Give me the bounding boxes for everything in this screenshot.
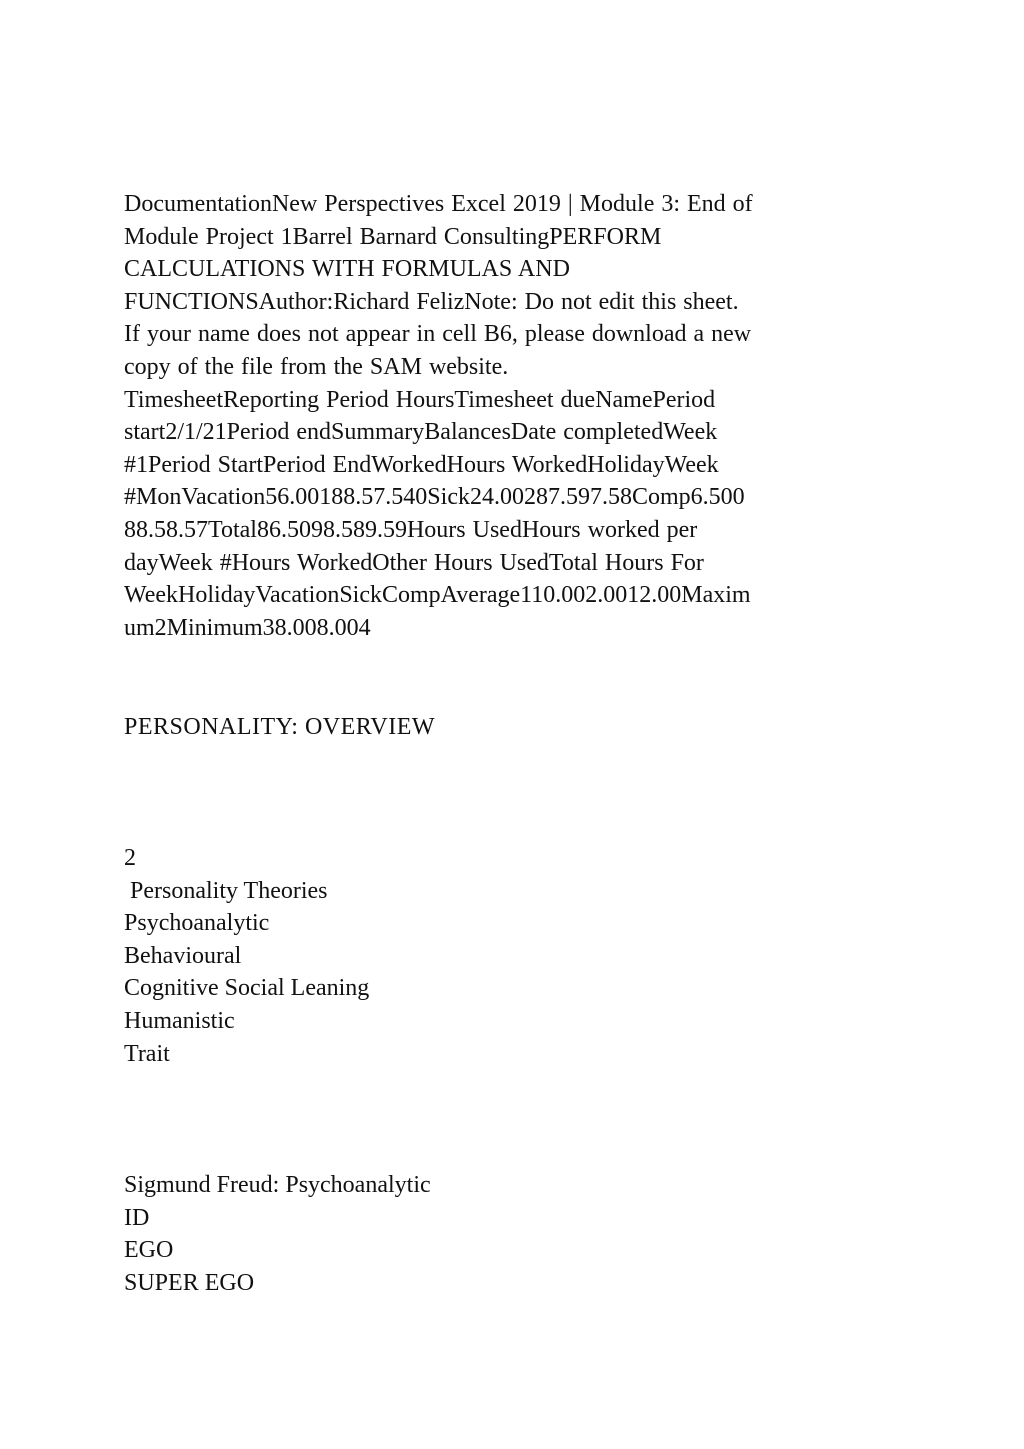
documentation-paragraph — [124, 188, 894, 644]
list-item: ID — [124, 1204, 150, 1231]
doc-line-10: #MonVacation56.00188.57.540Sick24.00287.597.58Comp6.500 — [124, 484, 745, 511]
list-item: EGO — [124, 1237, 174, 1264]
list-item: Behavioural — [124, 942, 242, 969]
doc-line-8: start2/1/21Period endSummaryBalancesDate completedWeek — [124, 419, 718, 446]
doc-line-2: Module Project 1Barrel Barnard ConsultingPERFORM — [124, 223, 662, 250]
section-heading: PERSONALITY: OVERVIEW — [124, 714, 436, 740]
doc-line-6: copy of the file from the SAM website. — [124, 353, 509, 380]
doc-line-14: um2Minimum38.008.004 — [124, 614, 371, 641]
doc-line-3: CALCULATIONS WITH FORMULAS AND — [124, 256, 570, 283]
list-item: SUPER EGO — [124, 1269, 255, 1296]
list-item: Psychoanalytic — [124, 910, 270, 937]
section-title: Sigmund Freud: Psychoanalytic — [124, 1172, 431, 1198]
slide-number: 2 — [124, 845, 136, 871]
personality-theories-section — [124, 842, 894, 1070]
freud-section — [124, 1169, 894, 1299]
doc-line-11: 88.58.57Total86.5098.589.59Hours UsedHours worked per — [124, 516, 698, 543]
doc-line-13: WeekHolidayVacationSickCompAverage110.002.0012.00Maxim — [124, 582, 751, 609]
doc-line-7: TimesheetReporting Period HoursTimesheet dueNamePeriod — [124, 386, 716, 413]
section-title: Personality Theories — [124, 877, 328, 904]
list-item: Cognitive Social Leaning — [124, 975, 370, 1002]
list-item: Humanistic — [124, 1007, 235, 1034]
doc-line-4: FUNCTIONSAuthor:Richard FelizNote: Do not edit this sheet. — [124, 288, 739, 315]
doc-line-9: #1Period StartPeriod EndWorkedHours WorkedHolidayWeek — [124, 451, 719, 478]
doc-line-1: DocumentationNew Perspectives Excel 2019 | Module 3: End of — [124, 191, 753, 217]
doc-line-5: If your name does not appear in cell B6, please download a new — [124, 321, 752, 348]
list-item: Trait — [124, 1040, 170, 1067]
doc-line-12: dayWeek #Hours WorkedOther Hours UsedTotal Hours For — [124, 549, 704, 576]
